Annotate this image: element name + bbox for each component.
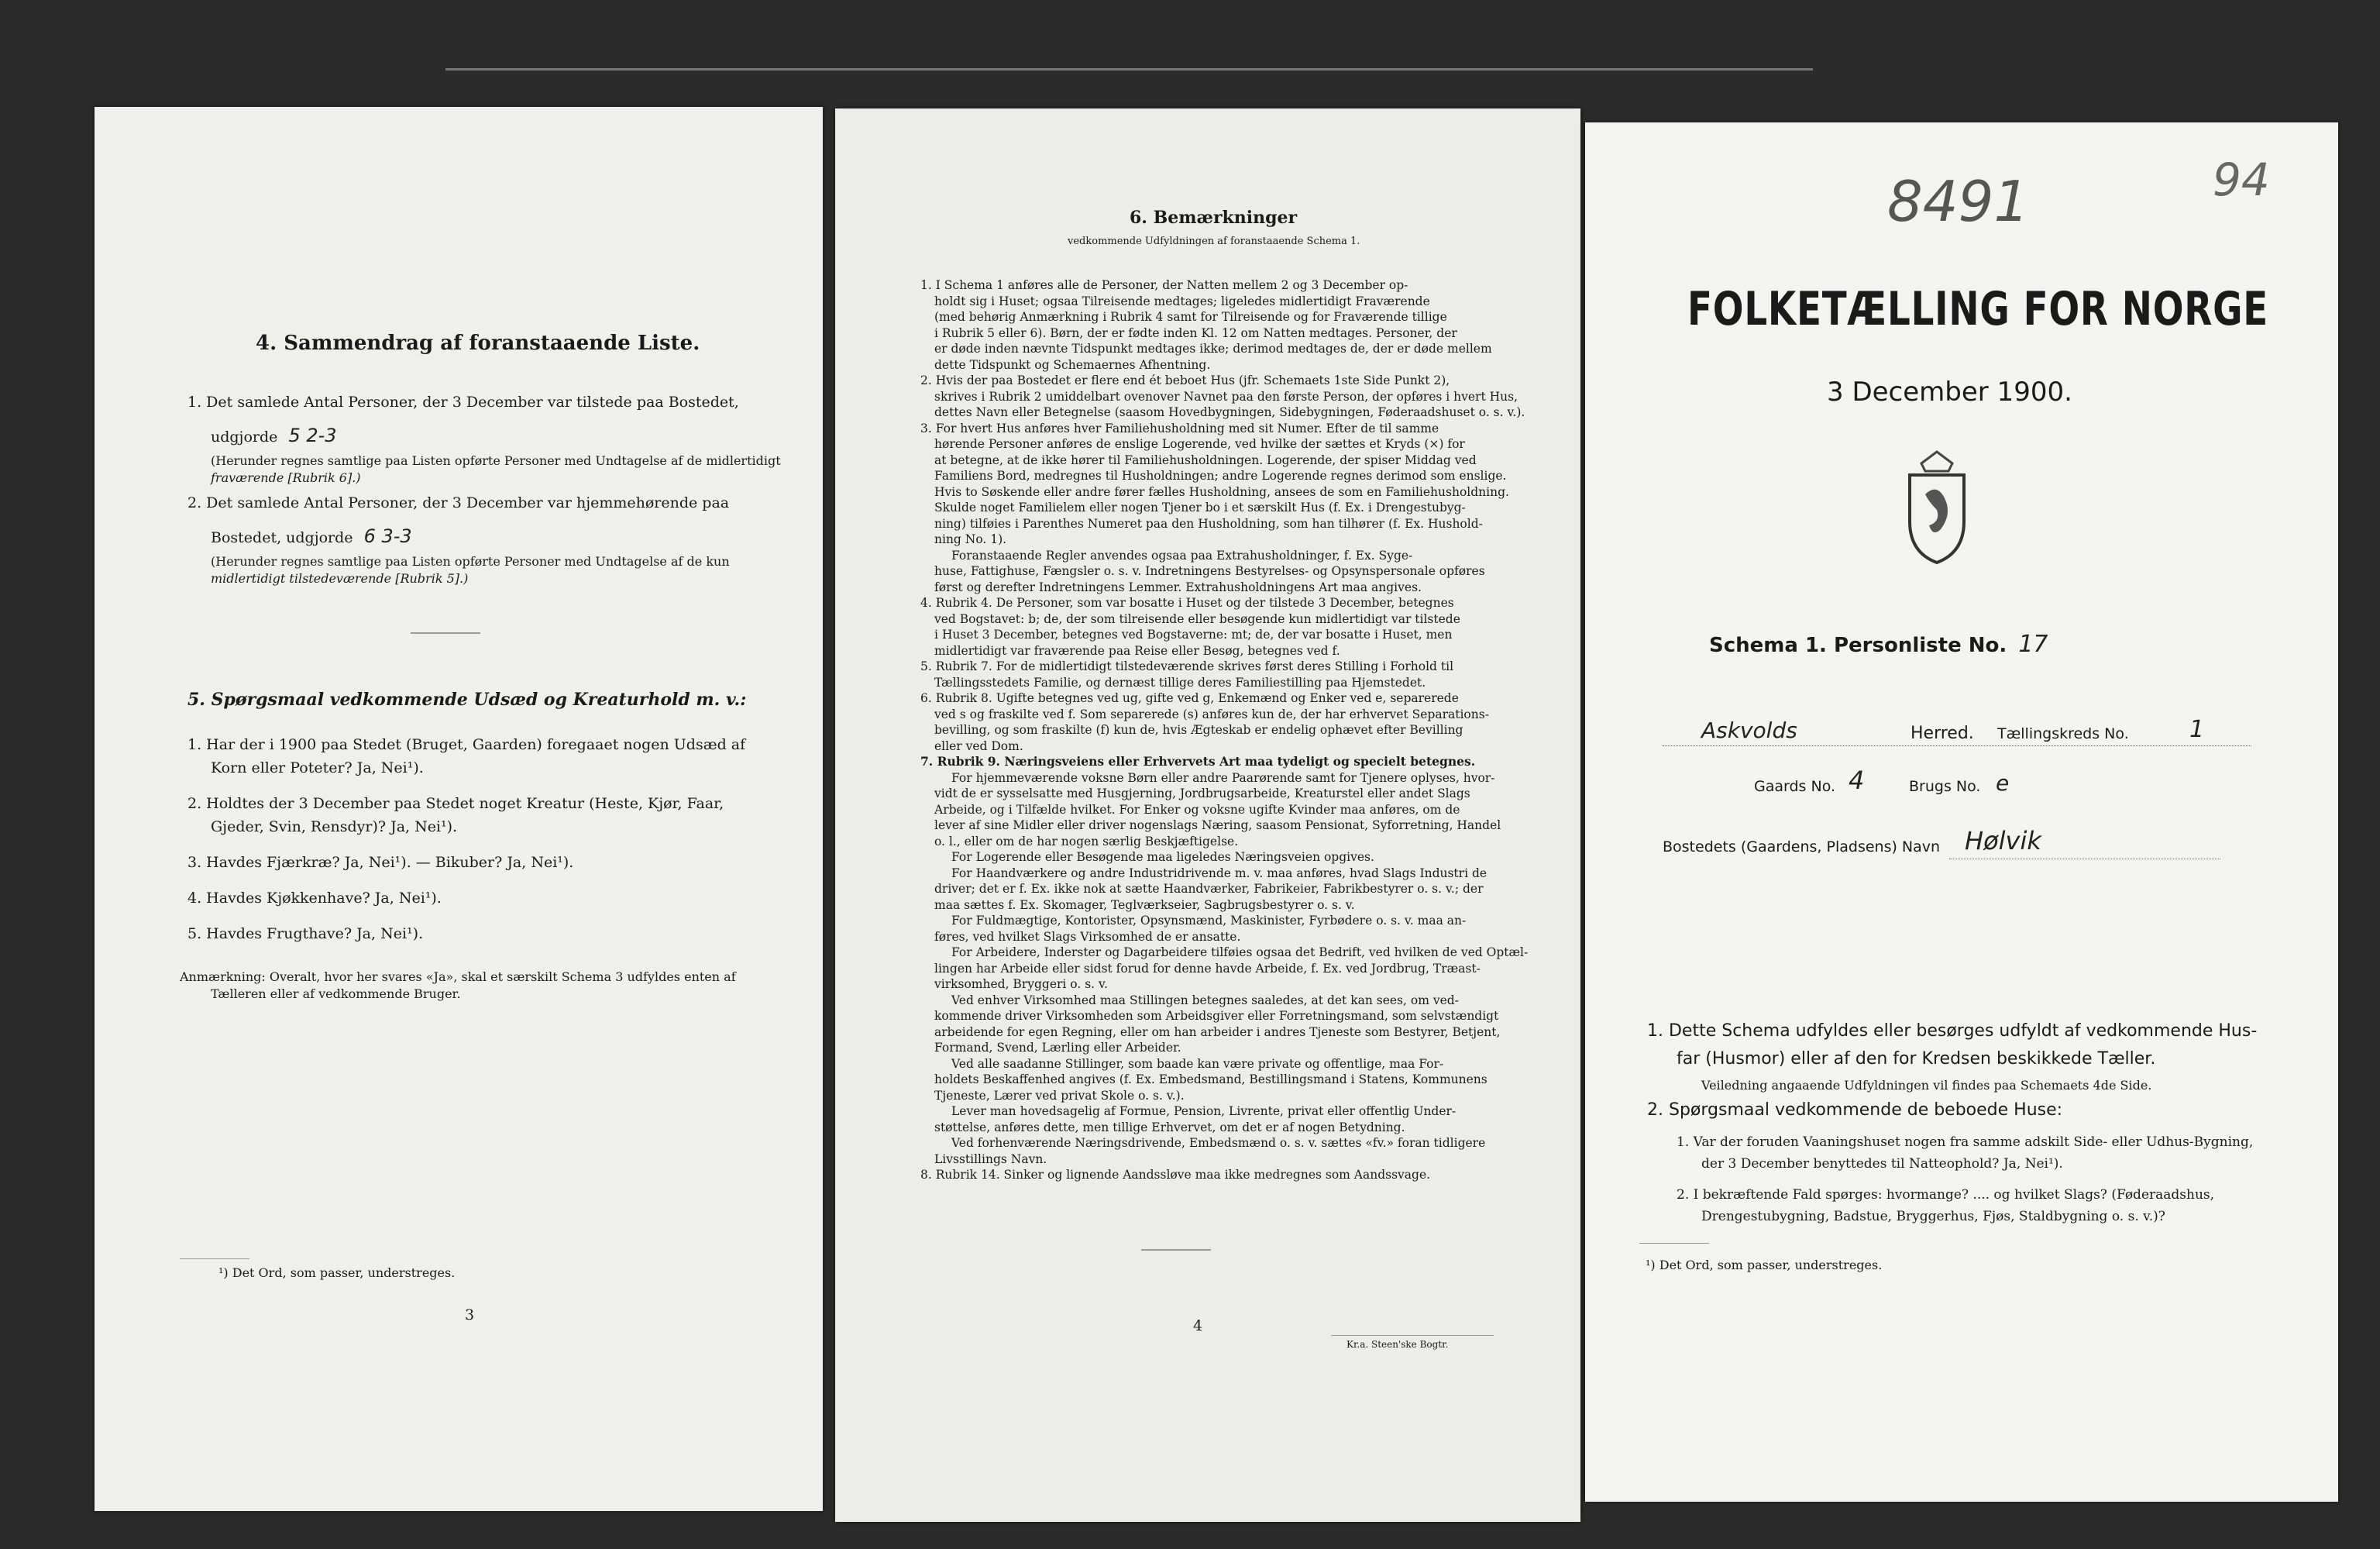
remark-line: Skulde noget Familielem eller nogen Tjener bo i et særskilt Hus (f. Ex. i Drengestubyg- bbox=[934, 501, 1466, 515]
corner-number: 94 bbox=[2213, 153, 2270, 206]
census-date: 3 December 1900. bbox=[1827, 377, 2072, 408]
remark-line: (med behørig Anmærkning i Rubrik 4 samt for Tilreisende og for Fraværende tillige bbox=[934, 310, 1447, 324]
annotation-a: Anmærkning: Overalt, hvor her svares «Ja», skal et særskilt Schema 3 udfyldes enten af bbox=[180, 969, 736, 984]
gaards-number: 4 bbox=[1849, 766, 1865, 795]
gaards-label: Gaards No. bbox=[1754, 778, 1836, 795]
remark-line: Arbeide, og i Tilfælde hvilket. For Enker og voksne ugifte Kvinder maa anføres, om de bbox=[934, 802, 1460, 817]
footnote-rule bbox=[1639, 1243, 1709, 1244]
item1-note-a: (Herunder regnes samtlige paa Listen opførte Personer med Undtagelse af de midlertidigt bbox=[211, 453, 781, 468]
remarks-list bbox=[920, 277, 1580, 1183]
remark-line: skrives i Rubrik 2 umiddelbart ovenover Navnet paa den første Person, der opføres i hvert Hus, bbox=[934, 389, 1518, 404]
divider bbox=[1141, 1249, 1211, 1251]
remark-line: 8. Rubrik 14. Sinker og lignende Aandssløve maa ikke medregnes som Aandssvage. bbox=[920, 1168, 1431, 1182]
remark-line: For Arbeidere, Inderster og Dagarbeidere tilføies ogsaa det Bedrift, ved hvilken de ved Optæl- bbox=[951, 945, 1529, 959]
cover-title: FOLKETÆLLING FOR NORGE bbox=[1687, 282, 2269, 336]
remark-line: i Rubrik 5 eller 6). Børn, der er fødte inden Kl. 12 om Natten medtages. Personer, der bbox=[934, 325, 1457, 340]
remark-line: For Logerende eller Besøgende maa ligeledes Næringsveien opgives. bbox=[951, 850, 1374, 864]
q1-line-a: 1. Har der i 1900 paa Stedet (Bruget, Gaarden) foregaaet nogen Udsæd af bbox=[187, 736, 746, 753]
kreds-number: 1 bbox=[2189, 716, 2205, 743]
remark-line: For hjemmeværende voksne Børn eller andre Paarørende samt for Tjenere oplyses, hvor- bbox=[951, 770, 1495, 785]
instr1-note: Veiledning angaaende Udfyldningen vil findes paa Schemaets 4de Side. bbox=[1701, 1078, 2152, 1093]
remark-line: Tællingsstedets Familie, og dernæst tillige deres Familiestilling paa Hjemstedet. bbox=[934, 675, 1426, 690]
remarks-title: 6. Bemærkninger bbox=[1130, 208, 1298, 228]
remark-line: virksomhed, Bryggeri o. s. v. bbox=[934, 977, 1108, 991]
remark-line: støttelse, anføres dette, men tillige Erhvervet, om det er af nogen Betydning. bbox=[934, 1120, 1405, 1134]
remark-line: For Haandværkere og andre Industridrivende m. v. maa anføres, hvad Slags Industri de bbox=[951, 866, 1488, 880]
remark-line: 6. Rubrik 8. Ugifte betegnes ved ug, gifte ved g, Enkemænd og Enker ved e, separerede bbox=[920, 691, 1459, 705]
remark-line: Ved alle saadanne Stillinger, som baade kan være private og offentlige, maa For- bbox=[951, 1056, 1444, 1071]
item1-line-b bbox=[211, 425, 337, 446]
annotation-b: Tælleren eller af vedkommende Bruger. bbox=[211, 986, 461, 1001]
item1-note-b: fraværende [Rubrik 6].) bbox=[211, 470, 361, 485]
remark-line: Ved forhenværende Næringsdrivende, Embedsmænd o. s. v. sættes «fv.» foran tidligere bbox=[951, 1136, 1486, 1150]
remark-line: er døde inden nævnte Tidspunkt medtages ikke; derimod medtages de, der er døde mellem bbox=[934, 342, 1492, 356]
remark-line: driver; det er f. Ex. ikke nok at sætte Haandværker, Fabrikeier, Fabrikbestyrer o. s. v.; der bbox=[934, 882, 1484, 896]
remark-line: For Fuldmægtige, Kontorister, Opsynsmænd, Maskinister, Fyrbødere o. s. v. maa an- bbox=[951, 914, 1467, 928]
item1-label: udgjorde bbox=[211, 429, 278, 446]
printer-rule bbox=[1331, 1335, 1494, 1336]
top-rule bbox=[445, 68, 1813, 71]
remark-line: Ved enhver Virksomhed maa Stillingen betegnes saaledes, at det kan sees, om ved- bbox=[951, 993, 1459, 1007]
page-cover bbox=[1585, 122, 2338, 1502]
remark-line: holdt sig i Huset; ogsaa Tilreisende medtages; ligeledes midlertidigt Fraværende bbox=[934, 294, 1430, 308]
coat-of-arms-icon bbox=[1898, 448, 1976, 564]
page-3 bbox=[95, 107, 823, 1511]
remark-line: først og derefter Indretningens Lemmer. Extrahusholdningens Art maa angives. bbox=[934, 580, 1422, 594]
q3: 3. Havdes Fjærkræ? Ja, Nei¹). — Bikuber? Ja, Nei¹). bbox=[187, 854, 574, 871]
instr2-q2-line-a: 2. I bekræftende Fald spørges: hvormange? .... og hvilket Slags? (Føderaadshus, bbox=[1677, 1187, 2215, 1203]
instr2-q1-line-a: 1. Var der foruden Vaaningshuset nogen fra samme adskilt Side- eller Udhus-Bygning, bbox=[1677, 1134, 2254, 1150]
remark-line: Familiens Bord, medregnes til Husholdningen; andre Logerende regnes derimod som enslige. bbox=[934, 469, 1507, 483]
remark-line: o. l., eller om de har nogen særlig Beskjæftigelse. bbox=[934, 834, 1239, 849]
remark-line: føres, ved hvilket Slags Virksomhed de er ansatte. bbox=[934, 929, 1241, 944]
page-number: 3 bbox=[465, 1306, 475, 1324]
printer-credit: Kr.a. Steen'ske Bogtr. bbox=[1346, 1339, 1449, 1350]
instr2-q1-line-b: der 3 December benyttedes til Natteophold? Ja, Nei¹). bbox=[1701, 1156, 2063, 1172]
instr1-line-a: 1. Dette Schema udfyldes eller besørges udfyldt af vedkommende Hus- bbox=[1647, 1021, 2258, 1041]
remark-line: dette Tidspunkt og Schemaernes Afhentning. bbox=[934, 357, 1211, 372]
instr2-q2-line-b: Drengestubygning, Badstue, Bryggerhus, Fjøs, Staldbygning o. s. v.)? bbox=[1701, 1209, 2165, 1224]
item2-handwritten-value: 6 3-3 bbox=[363, 525, 412, 547]
q2-line-a: 2. Holdtes der 3 December paa Stedet noget Kreatur (Heste, Kjør, Faar, bbox=[187, 795, 724, 812]
remark-line: midlertidigt var fraværende paa Reise eller Besøg, betegnes ved f. bbox=[934, 643, 1340, 658]
item2-line-b bbox=[211, 525, 412, 547]
remark-line: i Huset 3 December, betegnes ved Bogstaverne: mt; de, der var bosatte i Huset, men bbox=[934, 628, 1453, 642]
remark-line: 7. Rubrik 9. Næringsveiens eller Erhvervets Art maa tydeligt og specielt betegnes. bbox=[920, 754, 1476, 769]
remark-line: Tjeneste, Lærer ved privat Skole o. s. v.). bbox=[934, 1088, 1185, 1103]
herred-label: Herred. bbox=[1911, 724, 1974, 743]
personliste-number: 17 bbox=[2018, 631, 2048, 658]
remark-line: arbeidende for egen Regning, eller om han arbeider i andres Tjeneste som Bestyrer, Betjent, bbox=[934, 1024, 1501, 1039]
remark-line: maa sættes f. Ex. Skomager, Teglværkseier, Sagbrugsbestyrer o. s. v. bbox=[934, 897, 1355, 912]
brugs-number: e bbox=[1996, 770, 2010, 796]
remark-line: dettes Navn eller Betegnelse (saasom Hovedbygningen, Sidebygningen, Føderaadshuset o. s. v.). bbox=[934, 405, 1525, 419]
item2-note-b: midlertidigt tilstedeværende [Rubrik 5].) bbox=[211, 571, 469, 586]
page-4 bbox=[835, 108, 1580, 1522]
remark-line: Hvis to Søskende eller andre fører fælles Husholdning, ansees de som en Familiehusholdning. bbox=[934, 484, 1509, 499]
remark-line: 2. Hvis der paa Bostedet er flere end ét beboet Hus (jfr. Schemaets 1ste Side Punkt 2), bbox=[920, 373, 1450, 387]
q4: 4. Havdes Kjøkkenhave? Ja, Nei¹). bbox=[187, 890, 442, 907]
herred-name: Askvolds bbox=[1701, 718, 1797, 743]
remark-line: huse, Fattighuse, Fængsler o. s. v. Indretningens Bestyrelses- og Opsynspersonale opføres bbox=[934, 564, 1485, 578]
schema-label: Schema 1. Personliste No. bbox=[1709, 634, 2007, 657]
remark-line: holdets Beskaffenhed angives (f. Ex. Embedsmand, Bestillingsmand i Statens, Kommunens bbox=[934, 1072, 1488, 1086]
footnote-rule bbox=[180, 1258, 249, 1259]
remark-line: 5. Rubrik 7. For de midlertidigt tilstedeværende skrives først deres Stilling i Forhold til bbox=[920, 659, 1454, 673]
footnote: ¹) Det Ord, som passer, understreges. bbox=[1646, 1258, 1883, 1272]
section4-title: 4. Sammendrag af foranstaaende Liste. bbox=[256, 332, 700, 355]
item1-handwritten-value: 5 2-3 bbox=[288, 425, 337, 446]
remark-line: 1. I Schema 1 anføres alle de Personer, der Natten mellem 2 og 3 December op- bbox=[920, 278, 1408, 292]
remark-line: hørende Personer anføres de enslige Logerende, ved hvilke der sættes et Kryds (×) for bbox=[934, 437, 1465, 451]
item2-line-a: 2. Det samlede Antal Personer, der 3 December var hjemmehørende paa bbox=[187, 494, 730, 511]
divider bbox=[411, 632, 480, 634]
item1-line-a: 1. Det samlede Antal Personer, der 3 December var tilstede paa Bostedet, bbox=[187, 394, 739, 411]
remark-line: ning) tilføies i Parenthes Numeret paa den Husholdning, som han tilhører (f. Ex. Hushold- bbox=[934, 516, 1483, 531]
item2-note-a: (Herunder regnes samtlige paa Listen opførte Personer med Undtagelse af de kun bbox=[211, 554, 730, 569]
remark-line: ved Bogstavet: b; de, der som tilreisende eller besøgende kun midlertidigt var tilstede bbox=[934, 611, 1460, 626]
remark-line: kommende driver Virksomheden som Arbeidsgiver eller Forretningsmand, som selvstændigt bbox=[934, 1009, 1499, 1023]
remark-line: lever af sine Midler eller driver nogenslags Næring, saasom Pensionat, Syforretning, Handel bbox=[934, 818, 1501, 832]
remark-line: bevilling, og som fraskilte (f) kun de, hvis Ægteskab er endelig ophævet efter Bevilling bbox=[934, 723, 1463, 737]
section5-title: 5. Spørgsmaal vedkommende Udsæd og Kreaturhold m. v.: bbox=[187, 690, 747, 710]
instr1-line-b: far (Husmor) eller af den for Kredsen beskikkede Tæller. bbox=[1677, 1049, 2156, 1069]
item2-label: Bostedet, udgjorde bbox=[211, 529, 353, 546]
remark-line: at betegne, at de ikke hører til Familiehusholdningen. Logerende, der spiser Middag ved bbox=[934, 453, 1477, 467]
brugs-label: Brugs No. bbox=[1909, 778, 1981, 795]
remark-line: Foranstaaende Regler anvendes ogsaa paa Extrahusholdninger, f. Ex. Syge- bbox=[951, 548, 1413, 563]
remark-line: vidt de er sysselsatte med Husgjerning, Jordbrugsarbeide, Kreaturstel eller andet Slags bbox=[934, 787, 1470, 800]
q5: 5. Havdes Frugthave? Ja, Nei¹). bbox=[187, 925, 424, 942]
page-number: 4 bbox=[1193, 1317, 1203, 1334]
instr2-title: 2. Spørgsmaal vedkommende de beboede Huse: bbox=[1647, 1100, 2063, 1120]
remark-line: eller ved Dom. bbox=[934, 738, 1023, 753]
remark-line: 4. Rubrik 4. De Personer, som var bosatte i Huset og der tilstede 3 December, betegnes bbox=[920, 596, 1454, 610]
remarks-subtitle: vedkommende Udfyldningen af foranstaaende Schema 1. bbox=[1068, 236, 1360, 247]
remark-line: Livsstillings Navn. bbox=[934, 1151, 1047, 1166]
footnote: ¹) Det Ord, som passer, understreges. bbox=[218, 1265, 456, 1280]
remark-line: 3. For hvert Hus anføres hver Familiehusholdning med sit Numer. Efter de til samme bbox=[920, 421, 1439, 435]
archive-number: 8491 bbox=[1887, 169, 2030, 234]
remark-line: ning No. 1). bbox=[934, 532, 1007, 546]
schema-line bbox=[1709, 631, 2048, 658]
remark-line: Formand, Svend, Lærling eller Arbeider. bbox=[934, 1041, 1181, 1055]
q2-line-b: Gjeder, Svin, Rensdyr)? Ja, Nei¹). bbox=[211, 818, 458, 835]
remark-line: ved s og fraskilte ved f. Som separerede (s) anføres kun de, der har erhvervet Separations- bbox=[934, 707, 1489, 721]
remark-line: lingen har Arbeide eller sidst forud for denne havde Arbeide, f. Ex. ved Jordbrug, Træast- bbox=[934, 961, 1481, 976]
kreds-label: Tællingskreds No. bbox=[1997, 725, 2129, 742]
q1-line-b: Korn eller Poteter? Ja, Nei¹). bbox=[211, 759, 424, 776]
bosted-label: Bostedets (Gaardens, Pladsens) Navn bbox=[1663, 838, 1941, 855]
remark-line: Lever man hovedsagelig af Formue, Pension, Livrente, privat eller offentlig Under- bbox=[951, 1104, 1457, 1118]
bosted-name: Hølvik bbox=[1965, 826, 2041, 855]
